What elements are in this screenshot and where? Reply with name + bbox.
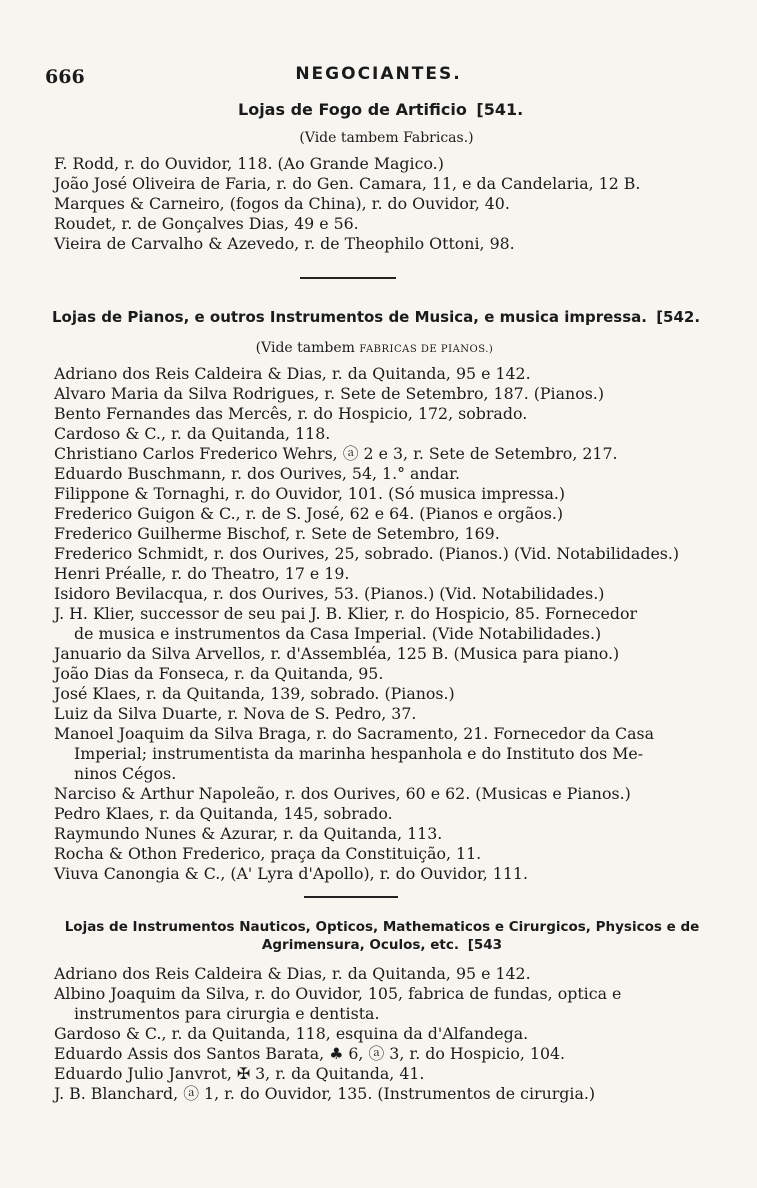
list-item: Christiano Carlos Frederico Wehrs, ⓐ 2 e 3, r. Sete de Setembro, 217. — [54, 444, 618, 463]
list-item: Pedro Klaes, r. da Quitanda, 145, sobrado. — [54, 804, 393, 823]
section-title-541 — [238, 100, 523, 119]
list-item: Adriano dos Reis Caldeira & Dias, r. da Quitanda, 95 e 142. — [54, 964, 531, 983]
section-number: [542. — [656, 308, 701, 326]
list-item: F. Rodd, r. do Ouvidor, 118. (Ao Grande Magico.) — [54, 154, 444, 173]
entries-543 — [54, 964, 704, 1104]
list-item: J. H. Klier, successor de seu pai J. B. Klier, r. do Hospicio, 85. Fornecedor — [54, 604, 638, 623]
section-number: [543 — [467, 937, 503, 953]
section-title-542 — [52, 308, 700, 326]
list-item: Raymundo Nunes & Azurar, r. da Quitanda, 113. — [54, 824, 443, 843]
list-item: José Klaes, r. da Quitanda, 139, sobrado. (Pianos.) — [54, 684, 455, 703]
list-item: Frederico Schmidt, r. dos Ourives, 25, sobrado. (Pianos.) (Vid. Notabilidades.) — [54, 544, 680, 563]
list-item: Adriano dos Reis Caldeira & Dias, r. da Quitanda, 95 e 142. — [54, 364, 531, 383]
list-item: J. B. Blanchard, ⓐ 1, r. do Ouvidor, 135. (Instrumentos de cirurgia.) — [54, 1084, 596, 1103]
list-item: Eduardo Julio Janvrot, ✠ 3, r. da Quitanda, 41. — [54, 1064, 425, 1083]
entries-542 — [54, 364, 704, 884]
list-item: Eduardo Buschmann, r. dos Ourives, 54, 1.° andar. — [54, 464, 460, 483]
section-title: Lojas de Fogo de Artificio — [238, 100, 467, 119]
list-item: de musica e instrumentos da Casa Imperial. (Vide Notabilidades.) — [74, 624, 602, 643]
list-item: Roudet, r. de Gonçalves Dias, 49 e 56. — [54, 214, 359, 233]
section-number: [541. — [476, 100, 524, 119]
list-item: João Dias da Fonseca, r. da Quitanda, 95. — [54, 664, 384, 683]
list-item: Januario da Silva Arvellos, r. d'Assembléa, 125 B. (Musica para piano.) — [54, 644, 620, 663]
section-title-543 — [52, 918, 712, 954]
see-also-541: (Vide tambem Fabricas.) — [299, 130, 474, 146]
list-item: Alvaro Maria da Silva Rodrigues, r. Sete de Setembro, 187. (Pianos.) — [54, 384, 604, 403]
list-item: Isidoro Bevilacqua, r. dos Ourives, 53. (Pianos.) (Vid. Notabilidades.) — [54, 584, 605, 603]
section-title-cont: Agrimensura, Oculos, etc. — [261, 937, 459, 953]
list-item: Eduardo Assis dos Santos Barata, ♣ 6, ⓐ 3, r. do Hospicio, 104. — [54, 1044, 566, 1063]
list-item: Frederico Guigon & C., r. de S. José, 62 e 64. (Pianos e orgãos.) — [54, 504, 564, 523]
list-item: Luiz da Silva Duarte, r. Nova de S. Pedro, 37. — [54, 704, 417, 723]
list-item: Marques & Carneiro, (fogos da China), r. do Ouvidor, 40. — [54, 194, 510, 213]
section-title: Lojas de Pianos, e outros Instrumentos de Musica, e musica impressa. — [52, 308, 647, 326]
list-item: Cardoso & C., r. da Quitanda, 118. — [54, 424, 331, 443]
list-item: Imperial; instrumentista da marinha hespanhola e do Instituto dos Me- — [74, 744, 644, 763]
list-item: Rocha & Othon Frederico, praça da Constituição, 11. — [54, 844, 482, 863]
section-title: Lojas de Instrumentos Nauticos, Opticos, Mathematicos e Cirurgicos, Physicos e de — [64, 919, 700, 935]
see-also-542: (Vide tambem FABRICAS DE PIANOS.) — [255, 340, 494, 356]
divider-rule — [300, 277, 396, 279]
list-item: Filippone & Tornaghi, r. do Ouvidor, 101. (Só musica impressa.) — [54, 484, 566, 503]
list-item: Frederico Guilherme Bischof, r. Sete de Setembro, 169. — [54, 524, 500, 543]
list-item: ninos Cégos. — [74, 764, 177, 783]
list-item: Manoel Joaquim da Silva Braga, r. do Sacramento, 21. Fornecedor da Casa — [54, 724, 655, 743]
list-item: Viuva Canongia & C., (A' Lyra d'Apollo), r. do Ouvidor, 111. — [54, 864, 528, 883]
list-item: Henri Préalle, r. do Theatro, 17 e 19. — [54, 564, 350, 583]
running-head: NEGOCIANTES. — [295, 64, 462, 84]
page-number: 666 — [45, 66, 85, 88]
list-item: Albino Joaquim da Silva, r. do Ouvidor, 105, fabrica de fundas, optica e — [54, 984, 622, 1003]
list-item: Vieira de Carvalho & Azevedo, r. de Theophilo Ottoni, 98. — [54, 234, 515, 253]
entries-541 — [54, 154, 704, 254]
list-item: instrumentos para cirurgia e dentista. — [74, 1004, 380, 1023]
divider-rule — [304, 896, 398, 898]
list-item: João José Oliveira de Faria, r. do Gen. Camara, 11, e da Candelaria, 12 B. — [54, 174, 641, 193]
list-item: Gardoso & C., r. da Quitanda, 118, esquina da d'Alfandega. — [54, 1024, 529, 1043]
list-item: Narciso & Arthur Napoleão, r. dos Ourives, 60 e 62. (Musicas e Pianos.) — [54, 784, 631, 803]
list-item: Bento Fernandes das Mercês, r. do Hospicio, 172, sobrado. — [54, 404, 528, 423]
